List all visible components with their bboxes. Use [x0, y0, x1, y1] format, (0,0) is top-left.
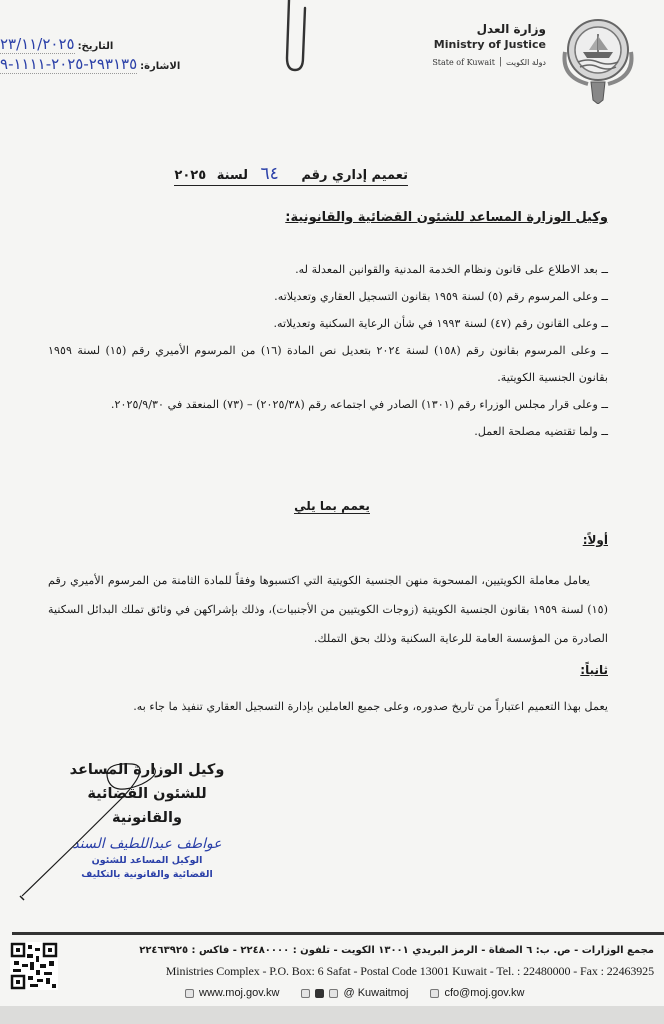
website-link[interactable]: www.moj.gov.kw — [199, 987, 280, 999]
first-clause-body: يعامل معاملة الكويتيين، المسحوبة منهن الجنسية الكويتية التي اكتسبوها وفقاً للمادة الثامنة من المرسوم الأميري رقم (١٥) لسنة ١٩٥٩ بقانون الجنسية الكويتية (زوجات الكويتيين من الأجنبيات)، وذلك بإشراكهن في وثائق تملك البدائل السكنية الصادرة من المؤسسة العامة للرعاية السكنية وذلك بحق التملك. — [48, 574, 608, 645]
recital-item: ــ وعلى قرار مجلس الوزراء رقم (١٣٠١) الصادر في اجتماعه رقم (٢٠٢٥/٣٨) – (٧٣) المنعقد في ٢٠٢٥/٩/٣٠. — [110, 398, 608, 411]
reference-row — [0, 55, 245, 75]
youtube-icon[interactable] — [329, 989, 338, 998]
signatory-title-line2: للشئون القضائية والقانونية — [87, 786, 207, 826]
footer-contact-links — [185, 987, 525, 999]
issuer-heading: وكيل الوزارة المساعد للشئون القضائية والقانونية: — [285, 210, 608, 225]
recital-item: ــ ولما تقتضيه مصلحة العمل. — [474, 425, 608, 438]
decides-text: يعمم بما يلي — [294, 499, 370, 513]
circular-year: ٢٠٢٥ — [174, 168, 207, 183]
document-meta — [0, 35, 245, 75]
signatory-role-line1: الوكيل المساعد للشئون — [91, 855, 203, 866]
first-clause-heading: أولاً: — [582, 533, 608, 547]
state-name-ar: دولة الكويت — [506, 57, 546, 67]
instagram-icon[interactable] — [301, 989, 310, 998]
reference-label: الاشارة: — [140, 61, 181, 72]
signatory-name: عواطف عبداللطيف السند — [72, 836, 222, 852]
scan-bottom-edge — [0, 1006, 664, 1024]
state-name-en: State of Kuwait — [432, 57, 495, 67]
circular-title-prefix: تعميم إداري رقم — [301, 168, 408, 183]
qr-code-icon[interactable] — [10, 942, 58, 990]
second-clause-heading: ثانياً: — [580, 663, 608, 677]
second-clause-text: يعمل بهذا التعميم اعتباراً من تاريخ صدوره، وعلى جميع العاملين بإدارة التسجيل العقاري تنفيذ ما جاء به. — [133, 700, 608, 713]
kuwait-emblem-icon — [553, 12, 643, 104]
footer-address-en: Ministries Complex - P.O. Box: 6 Safat - Postal Code 13001 Kuwait - Tel. : 22480000 - Fax : 22463925 — [165, 964, 654, 978]
circular-title — [174, 164, 408, 186]
circular-number: ٦٤ — [260, 164, 279, 184]
ministry-letterhead — [432, 22, 546, 67]
email-link[interactable]: cfo@moj.gov.kw — [444, 987, 525, 999]
footer-divider — [12, 932, 664, 935]
handwritten-signature — [12, 758, 232, 903]
signatory-role-line2: القضائية والقانونية بالتكليف — [81, 869, 213, 880]
email-icon — [430, 989, 439, 998]
date-row — [0, 35, 245, 55]
ministry-name-ar: وزارة العدل — [476, 22, 546, 36]
recital-item: ــ بعد الاطلاع على قانون ونظام الخدمة المدنية والقوانين المعدلة له. — [295, 263, 608, 276]
date-label: التاريخ: — [77, 41, 114, 52]
social-handle[interactable]: @ Kuwaitmoj — [343, 987, 409, 999]
circular-year-label: لسنة — [216, 168, 248, 183]
state-separator: | — [498, 57, 502, 67]
decides-heading — [0, 499, 664, 513]
x-twitter-icon[interactable] — [315, 989, 324, 998]
first-clause-text — [48, 566, 608, 653]
paperclip-icon — [281, 0, 309, 75]
footer-address-ar: مجمع الوزارات - ص. ب: ٦ الصفاة - الرمز البريدي ١٣٠٠١ الكويت - تلفون : ٢٢٤٨٠٠٠٠ - فاكس : ٢٢٤٦٣٩٢٥ — [139, 945, 654, 956]
recitals-list — [48, 256, 608, 445]
recital-item: ــ وعلى القانون رقم (٤٧) لسنة ١٩٩٣ في شأن الرعاية السكنية وتعديلاته. — [273, 317, 608, 330]
date-value: ٢٣/١١/٢٠٢٥ — [0, 35, 75, 53]
recital-item: ــ وعلى المرسوم رقم (٥) لسنة ١٩٥٩ بقانون التسجيل العقاري وتعديلاته. — [274, 290, 608, 303]
reference-value: ٢٩٣١٣٥-٢٠٢٥-١١١١-٩ — [0, 55, 138, 73]
globe-icon — [185, 989, 194, 998]
recital-item: ــ وعلى المرسوم بقانون رقم (١٥٨) لسنة ٢٠٢٤ بتعديل نص المادة (١٦) من المرسوم الأميري رقم (١٥) لسنة ١٩٥٩ بقانون الجنسية الكويتية. — [48, 344, 608, 384]
state-line — [432, 57, 546, 67]
signatory-title-line1: وكيل الوزارة المساعد — [69, 762, 225, 778]
ministry-name-en: Ministry of Justice — [433, 38, 546, 51]
